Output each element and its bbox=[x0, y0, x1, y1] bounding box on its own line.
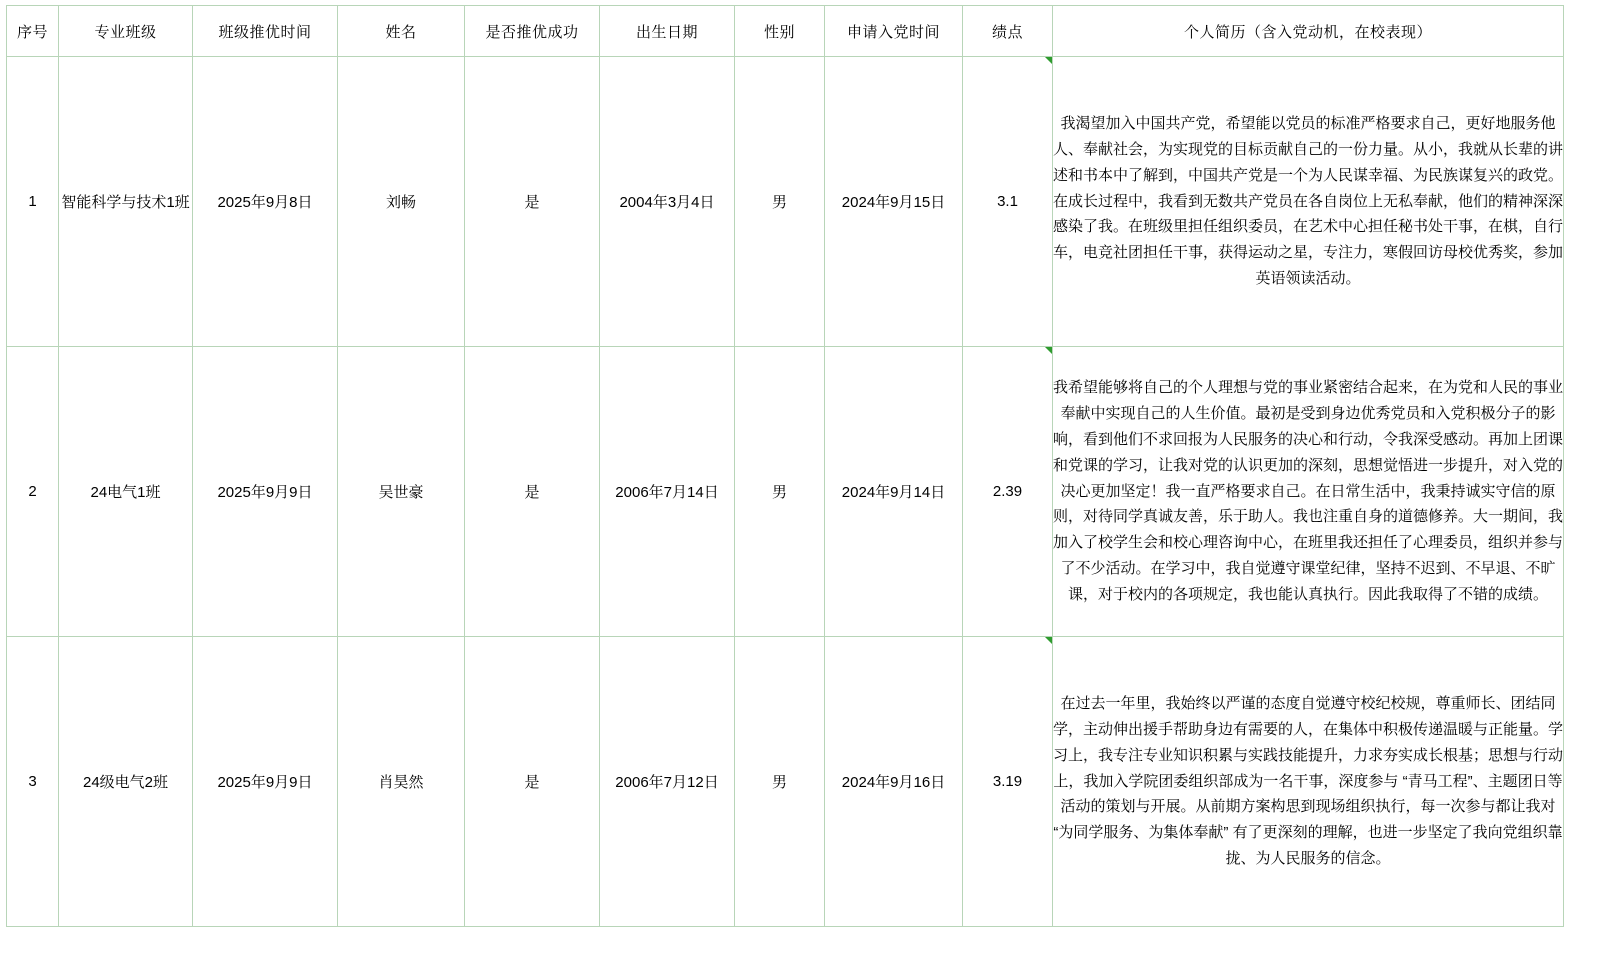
cell-success: 是 bbox=[465, 347, 600, 637]
header-gender: 性别 bbox=[735, 6, 825, 57]
cell-birth: 2006年7月14日 bbox=[600, 347, 735, 637]
cell-gpa: 2.39 bbox=[963, 347, 1053, 637]
header-class: 专业班级 bbox=[59, 6, 193, 57]
cell-birth: 2004年3月4日 bbox=[600, 57, 735, 347]
cell-recommend-time: 2025年9月9日 bbox=[193, 637, 338, 927]
header-apply-time: 申请入党时间 bbox=[825, 6, 963, 57]
cell-index: 2 bbox=[7, 347, 59, 637]
table-header bbox=[7, 6, 1564, 57]
cell-class: 智能科学与技术1班 bbox=[59, 57, 193, 347]
cell-gpa: 3.1 bbox=[963, 57, 1053, 347]
cell-success: 是 bbox=[465, 637, 600, 927]
cell-name: 吴世豪 bbox=[338, 347, 465, 637]
header-row bbox=[7, 6, 1564, 57]
table-row bbox=[7, 57, 1564, 347]
cell-index: 1 bbox=[7, 57, 59, 347]
header-bio: 个人简历（含入党动机，在校表现） bbox=[1053, 6, 1564, 57]
table-row bbox=[7, 347, 1564, 637]
bio-text: 我渴望加入中国共产党，希望能以党员的标准严格要求自己，更好地服务他人、奉献社会，为实现党的目标贡献自己的一份力量。从小，我就从长辈的讲述和书本中了解到，中国共产党是一个为人民谋幸福、为民族谋复兴的政党。在成长过程中，我看到无数共产党员在各自岗位上无私奉献，他们的精神深深感染了我。在班级里担任组织委员，在艺术中心担任秘书处干事，在棋，自行车，电竞社团担任干事，获得运动之星，专注力，寒假回访母校优秀奖，参加英语领读活动。 bbox=[1053, 115, 1564, 287]
cell-name: 肖昊然 bbox=[338, 637, 465, 927]
cell-bio bbox=[1053, 57, 1564, 347]
cell-gpa: 3.19 bbox=[963, 637, 1053, 927]
cell-bio bbox=[1053, 347, 1564, 637]
table-body bbox=[7, 57, 1564, 927]
cell-apply-time: 2024年9月16日 bbox=[825, 637, 963, 927]
cell-apply-time: 2024年9月14日 bbox=[825, 347, 963, 637]
cell-recommend-time: 2025年9月8日 bbox=[193, 57, 338, 347]
cell-gender: 男 bbox=[735, 637, 825, 927]
cell-gender: 男 bbox=[735, 57, 825, 347]
header-index: 序号 bbox=[7, 6, 59, 57]
header-name: 姓名 bbox=[338, 6, 465, 57]
bio-text: 在过去一年里，我始终以严谨的态度自觉遵守校纪校规，尊重师长、团结同学，主动伸出援手帮助身边有需要的人，在集体中积极传递温暖与正能量。学习上，我专注专业知识积累与实践技能提升，力求夯实成长根基；思想与行动上，我加入学院团委组织部成为一名干事，深度参与 “青马工程”、主题团日等活动的策划与开展。从前期方案构思到现场组织执行，每一次参与都让我对 “为同学服务、为集体奉献” 有了更深刻的理解，也进一步坚定了我向党组织靠拢、为人民服务的信念。 bbox=[1053, 695, 1564, 867]
cell-success: 是 bbox=[465, 57, 600, 347]
table-row bbox=[7, 637, 1564, 927]
header-birth: 出生日期 bbox=[600, 6, 735, 57]
cell-class: 24级电气2班 bbox=[59, 637, 193, 927]
cell-bio bbox=[1053, 637, 1564, 927]
party-recommendation-table bbox=[6, 5, 1564, 927]
cell-index: 3 bbox=[7, 637, 59, 927]
cell-recommend-time: 2025年9月9日 bbox=[193, 347, 338, 637]
spreadsheet-sheet bbox=[0, 5, 1602, 962]
bio-text: 我希望能够将自己的个人理想与党的事业紧密结合起来，在为党和人民的事业奉献中实现自己的人生价值。最初是受到身边优秀党员和入党积极分子的影响，看到他们不求回报为人民服务的决心和行动，令我深受感动。再加上团课和党课的学习，让我对党的认识更加的深刻，思想觉悟进一步提升，对入党的决心更加坚定！我一直严格要求自己。在日常生活中，我秉持诚实守信的原则，对待同学真诚友善，乐于助人。我也注重自身的道德修养。大一期间，我加入了校学生会和校心理咨询中心，在班里我还担任了心理委员，组织并参与了不少活动。在学习中，我自觉遵守课堂纪律，坚持不迟到、不早退、不旷课，对于校内的各项规定，我也能认真执行。因此我取得了不错的成绩。 bbox=[1053, 379, 1564, 603]
cell-birth: 2006年7月12日 bbox=[600, 637, 735, 927]
cell-apply-time: 2024年9月15日 bbox=[825, 57, 963, 347]
header-success: 是否推优成功 bbox=[465, 6, 600, 57]
header-recommend-time: 班级推优时间 bbox=[193, 6, 338, 57]
header-gpa: 绩点 bbox=[963, 6, 1053, 57]
cell-name: 刘畅 bbox=[338, 57, 465, 347]
cell-gender: 男 bbox=[735, 347, 825, 637]
cell-class: 24电气1班 bbox=[59, 347, 193, 637]
